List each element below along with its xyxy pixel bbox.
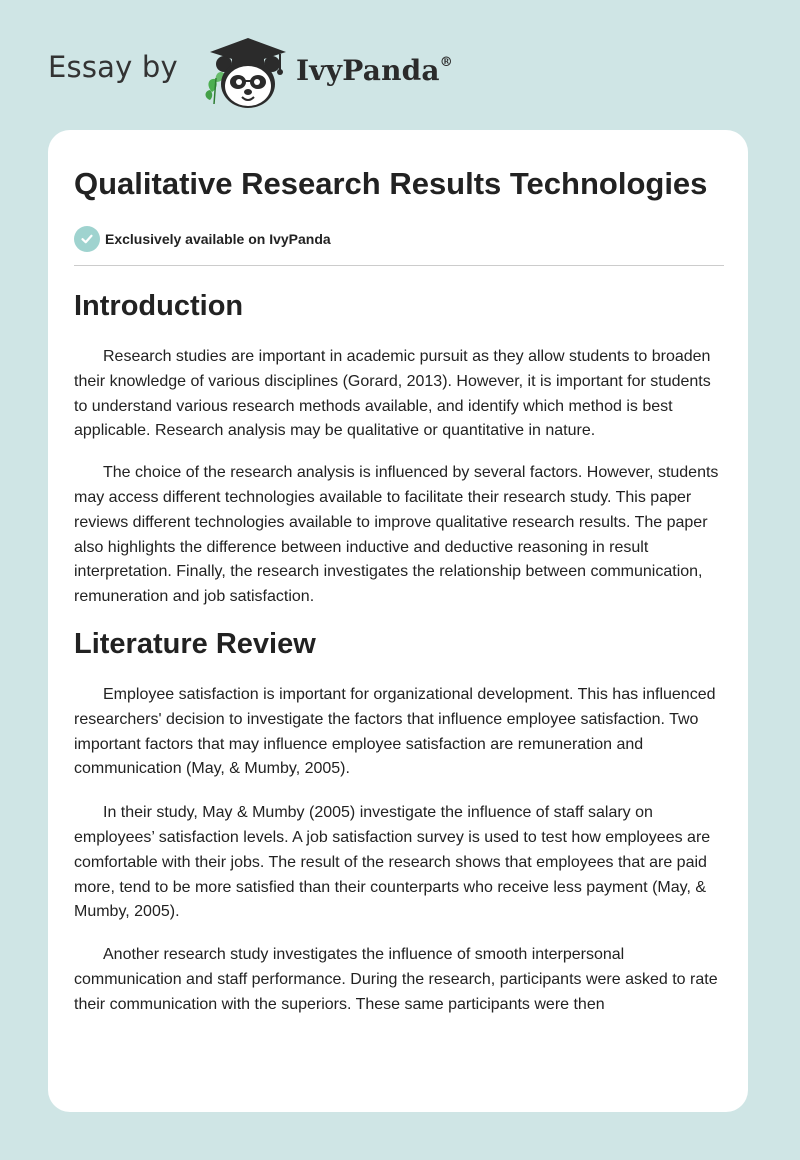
title-divider <box>74 265 724 266</box>
paragraph: Research studies are important in academic pursuit as they allow students to broaden their knowledge of various disciplines (Gorard, 2013). However, it is important for students to understand various research methods available, and identify which method is best applicable. Research analysis may be qualitative or quantitative in nature. <box>74 348 711 440</box>
paragraph: The choice of the research analysis is influenced by several factors. However, students may access different technologies available to facilitate their research study. This paper reviews different technologies available to improve qualitative research results. The paper also highlights the difference between inductive and deductive reasoning in result interpretation. Finally, the research investigates the relationship between communication, remuneration and job satisfaction. <box>74 464 719 606</box>
panda-graduate-icon[interactable] <box>202 34 292 110</box>
section-heading-introduction: Introduction <box>74 290 244 322</box>
exclusive-badge <box>74 225 724 253</box>
site-header <box>0 0 800 130</box>
registered-mark: ® <box>439 54 453 70</box>
essay-by-label: Essay by <box>48 50 178 84</box>
paragraph: Employee satisfaction is important for organizational development. This has influenced researchers' decision to investigate the factors that influence employee satisfaction. Two important factors that may influence employee satisfaction are remuneration and communication (May, & Mumby, 2005). <box>74 685 716 778</box>
article-title: Qualitative Research Results Technologies <box>74 166 708 201</box>
article-card <box>48 130 748 1112</box>
section-heading-literature-review: Literature Review <box>74 627 316 660</box>
paragraph: Another research study investigates the influence of smooth interpersonal communication and staff performance. During the research, participants were asked to rate their communication with the superiors. These same participants were then <box>74 946 718 1013</box>
paragraph: In their study, May & Mumby (2005) investigate the influence of staff salary on employees’ satisfaction levels. A job satisfaction survey is used to test how employees are comfortable with their jobs. The result of the research shows that employees that are paid more, tend to be more satisfied than their counterparts who receive less payment (May, & Mumby, 2005). <box>74 804 711 921</box>
brand-logo[interactable] <box>296 54 453 87</box>
article-content <box>74 164 724 1018</box>
brand-name: IvyPanda <box>296 54 440 87</box>
exclusive-badge-label: Exclusively available on IvyPanda <box>105 231 331 247</box>
check-icon <box>74 226 100 252</box>
